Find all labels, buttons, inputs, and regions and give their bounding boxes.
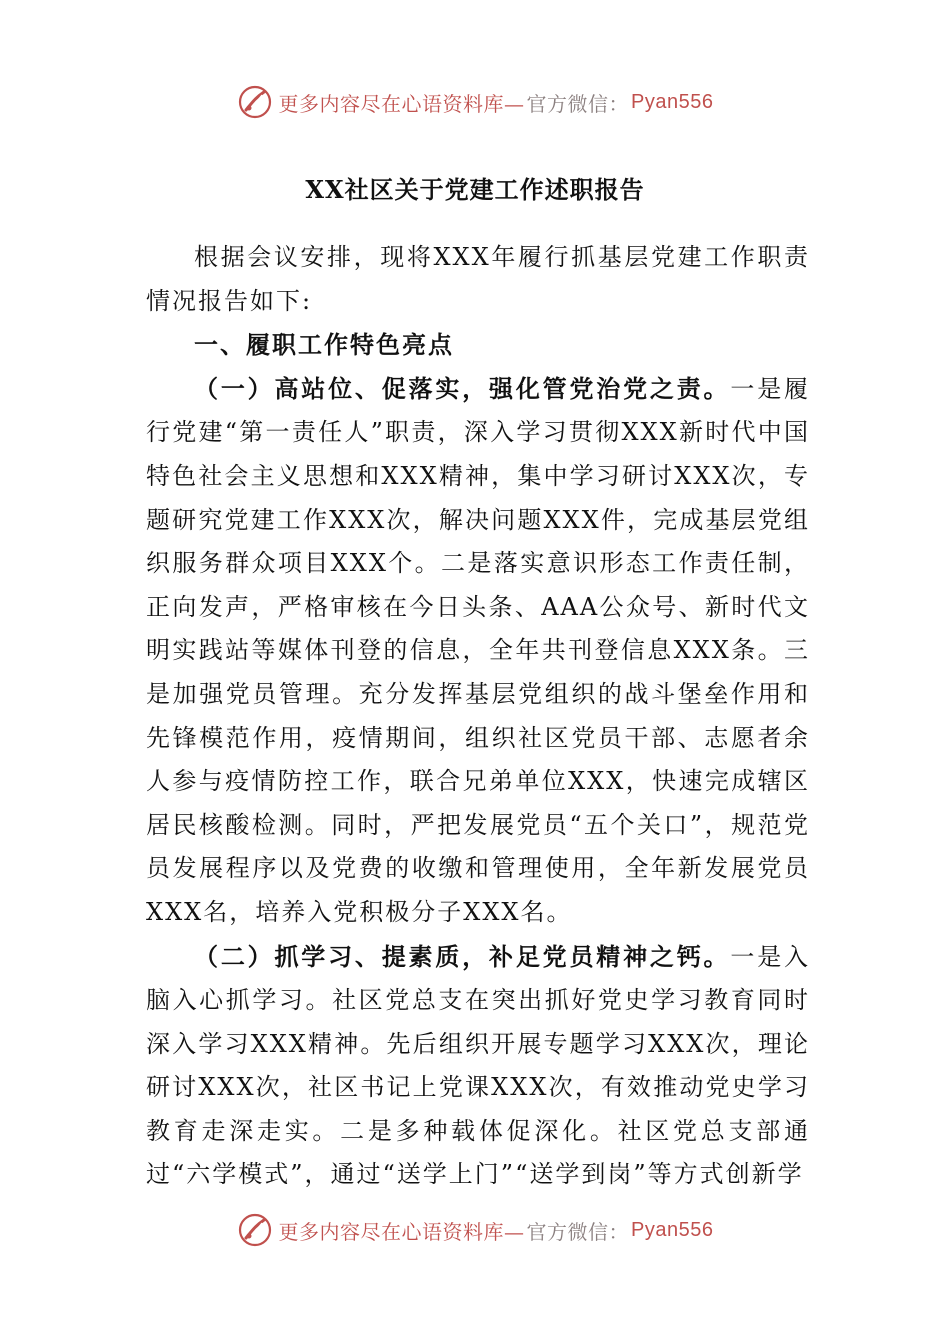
watermark-text: 更多内容尽在心语资料库— [278,1219,525,1244]
watermark-wechat-id: Pyan556 [631,1218,714,1241]
paragraph-2-body: 一是入脑入心抓学习。社区党总支在突出抓好党史学习教育同时深入学习XXX精神。先后组织开展专题学习XXX次，理论研讨XXX次，社区书记上党课XXX次，有效推动党史学习教育走深走实。二是多种载体促深化。社区党总支部通过“六学模式”，通过“送学上门”“送学到岗”等方式创新学 [146,942,811,1189]
paragraph-2 [146,935,810,1198]
watermark-header [0,80,950,124]
document-title: XX社区关于党建工作述职报告 [305,175,645,204]
paragraph-1-lead: （一）高站位、促落实，强化管党治党之责。 [194,373,731,403]
watermark-wechat-label: 官方微信： [526,1219,630,1244]
watermark-wechat-id: Pyan556 [631,90,714,113]
section-heading: 一、履职工作特色亮点 [194,330,454,360]
pen-logo-icon [237,84,273,120]
watermark-footer [0,1208,950,1252]
watermark-wechat-label: 官方微信： [526,91,630,116]
document-body [146,236,810,1197]
paragraph-1 [146,367,810,935]
paragraph-1-body: 一是履行党建“第一责任人”职责，深入学习贯彻XXX新时代中国特色社会主义思想和XXX精神，集中学习研讨XXX次，专题研究党建工作XXX次，解决问题XXX件，完成基层党组织服务群众项目XXX个。二是落实意识形态工作责任制，正向发声，严格审核在今日头条、AAA公众号、新时代文明实践站等媒体刊登的信息，全年共刊登信息XXX条。三是加强党员管理。充分发挥基层党组织的战斗堡垒作用和先锋模范作用，疫情期间，组织社区党员干部、志愿者余人参与疫情防控工作，联合兄弟单位XXX，快速完成辖区居民核酸检测。同时，严把发展党员“五个关口”，规范党员发展程序以及党费的收缴和管理使用，全年新发展党员XXX名，培养入党积极分子XXX名。 [146,374,811,926]
paragraph-2-lead: （二）抓学习、提素质，补足党员精神之钙。 [194,941,731,971]
intro-paragraph: 根据会议安排，现将XXX年履行抓基层党建工作职责情况报告如下: [146,243,810,315]
pen-logo-icon [237,1212,273,1248]
watermark-text: 更多内容尽在心语资料库— [278,91,525,116]
